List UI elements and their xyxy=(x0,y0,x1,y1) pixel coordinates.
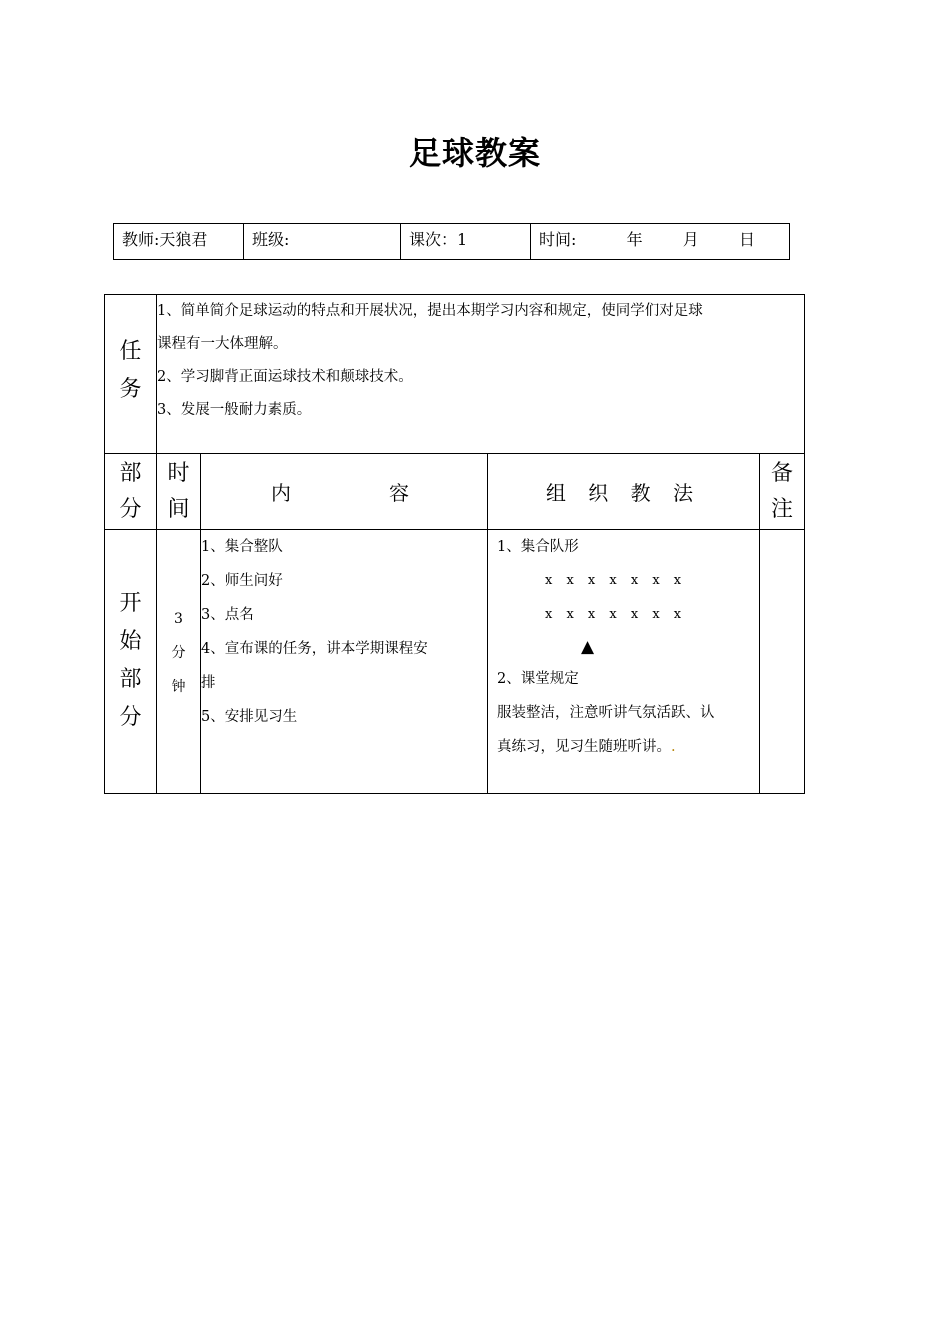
header-part xyxy=(105,454,157,530)
section-time-1: 3 xyxy=(174,611,183,627)
lesson-cell: 课次：1 xyxy=(401,224,531,260)
header-content xyxy=(201,454,488,530)
section-part-4: 分 xyxy=(119,705,142,730)
task-label-1: 任 xyxy=(119,339,142,364)
content-item: 4、宣布课的任务，讲本学期课程安 xyxy=(201,641,428,657)
trailing-dot: . xyxy=(671,739,676,755)
task-item: 课程有一大体理解。 xyxy=(157,336,288,352)
year-label: 年 xyxy=(626,230,643,249)
content-item: 排 xyxy=(201,675,216,691)
lesson-table xyxy=(104,294,805,794)
section-note xyxy=(760,530,805,794)
task-item: 3、发展一般耐力素质。 xyxy=(157,402,312,418)
section-method xyxy=(488,530,760,794)
method-item: 2、课堂规定 xyxy=(497,671,579,687)
class-cell: 班级: xyxy=(244,224,401,260)
header-part-1: 部 xyxy=(119,460,142,486)
section-part-3: 部 xyxy=(119,667,142,692)
info-table xyxy=(113,223,790,260)
header-note-1: 备 xyxy=(770,460,793,486)
method-item: 1、集合队形 xyxy=(497,539,579,555)
page-title: 足球教案 xyxy=(408,134,541,172)
section-time-2: 分 xyxy=(171,645,186,661)
task-item: 2、学习脚背正面运球技术和颠球技术。 xyxy=(157,369,413,385)
header-method: 组 织 教 法 xyxy=(488,454,760,530)
content-item: 2、师生问好 xyxy=(201,573,283,589)
content-item: 5、安排见习生 xyxy=(201,709,298,725)
header-time-1: 时 xyxy=(167,460,190,486)
section-time-3: 钟 xyxy=(171,679,186,695)
content-item: 3、点名 xyxy=(201,607,254,623)
header-content-2: 容 xyxy=(389,481,417,505)
formation-row: x x x x x x x xyxy=(545,573,687,588)
header-note-2: 注 xyxy=(770,496,793,522)
header-time xyxy=(157,454,201,530)
formation-row: x x x x x x x xyxy=(545,607,687,622)
task-label-cell xyxy=(105,295,157,454)
header-part-2: 分 xyxy=(119,496,142,522)
task-content xyxy=(157,295,805,454)
section-part-1: 开 xyxy=(119,591,142,616)
teacher-marker-icon: ▲ xyxy=(581,637,595,657)
section-part-2: 始 xyxy=(119,629,142,654)
header-time-2: 间 xyxy=(167,496,190,522)
section-part xyxy=(105,530,157,794)
header-content-1: 内 xyxy=(271,481,299,505)
task-label-2: 务 xyxy=(119,377,142,402)
method-text: 服装整洁，注意听讲气氛活跃、认 xyxy=(497,705,715,721)
content-item: 1、集合整队 xyxy=(201,539,283,555)
method-text-line xyxy=(497,730,759,764)
header-note xyxy=(760,454,805,530)
section-time xyxy=(157,530,201,794)
task-item: 1、简单简介足球运动的特点和开展状况，提出本期学习内容和规定，使同学们对足球 xyxy=(157,303,703,319)
day-label: 日 xyxy=(739,230,756,249)
time-label: 时间: xyxy=(539,230,577,249)
section-content xyxy=(201,530,488,794)
time-cell xyxy=(531,224,790,260)
month-label: 月 xyxy=(682,230,699,249)
method-text: 真练习，见习生随班听讲。 xyxy=(497,739,671,755)
teacher-cell: 教师:天狼君 xyxy=(114,224,244,260)
